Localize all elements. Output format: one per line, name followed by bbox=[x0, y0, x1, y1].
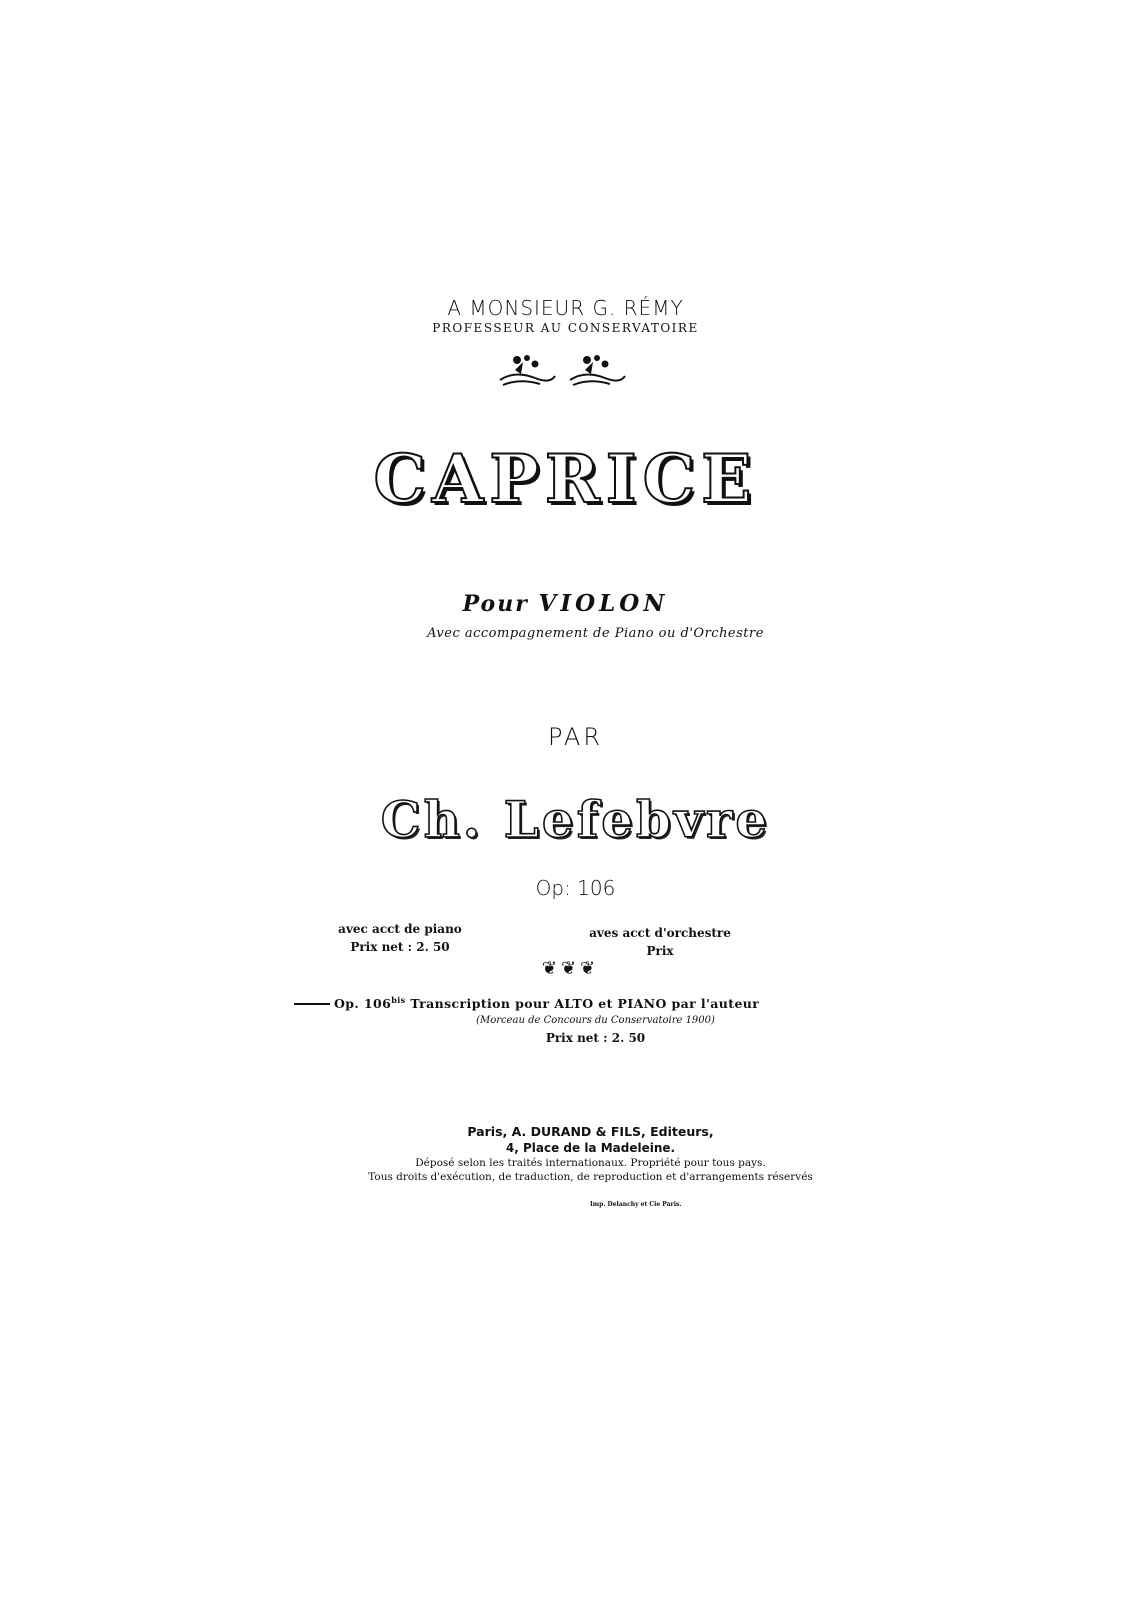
rights-notice: Tous droits d'exécution, de traduction, de reproduction et d'arrangements réservés bbox=[368, 1171, 813, 1183]
accompaniment-note: Avec accompagnement de Piano ou d'Orchestre bbox=[427, 626, 764, 641]
transcription-text: Transcription pour ALTO et PIANO par l'auteur bbox=[410, 996, 760, 1012]
orchestra-edition-label: aves acct d'orchestre bbox=[589, 926, 731, 940]
composer-name: Ch. Lefebvre bbox=[380, 790, 771, 849]
instrument-line bbox=[0, 590, 1131, 617]
instrument-name: VIOLON bbox=[538, 590, 669, 617]
piano-edition-price: Prix net : 2. 50 bbox=[350, 940, 450, 954]
legal-notice: Déposé selon les traités internationaux. Propriété pour tous pays. bbox=[415, 1157, 766, 1169]
dedication-subtitle: PROFESSEUR AU CONSERVATOIRE bbox=[432, 321, 699, 335]
piano-edition-label: avec acct de piano bbox=[338, 922, 462, 936]
par-label: PAR bbox=[547, 723, 604, 751]
concours-note: (Morceau de Concours du Conservatoire 1900) bbox=[476, 1015, 715, 1026]
page-title: CAPRICE bbox=[373, 440, 758, 518]
opus-number: Op: 106 bbox=[535, 876, 616, 900]
heart-ornament-icon: ❦❦❦ bbox=[541, 958, 600, 979]
transcription-price: Prix net : 2. 50 bbox=[545, 1031, 646, 1045]
transcription-line bbox=[334, 995, 759, 1011]
dedication: A MONSIEUR G. RÉMY bbox=[447, 296, 684, 320]
transcription-bis: bis bbox=[391, 995, 406, 1005]
transcription-opus: Op. 106 bbox=[334, 996, 392, 1012]
orchestra-edition bbox=[580, 924, 740, 960]
publisher-name: Paris, A. DURAND & FILS, Editeurs, bbox=[467, 1124, 714, 1139]
piano-edition bbox=[320, 920, 480, 956]
floral-ornament-icon bbox=[495, 350, 635, 390]
orchestra-edition-price: Prix bbox=[646, 944, 674, 958]
printer-imprint: Imp. Delanchy et Cie Paris. bbox=[590, 1201, 682, 1208]
divider bbox=[294, 1003, 330, 1005]
publisher-address: 4, Place de la Madeleine. bbox=[505, 1141, 676, 1155]
pour-label: Pour bbox=[462, 591, 529, 617]
